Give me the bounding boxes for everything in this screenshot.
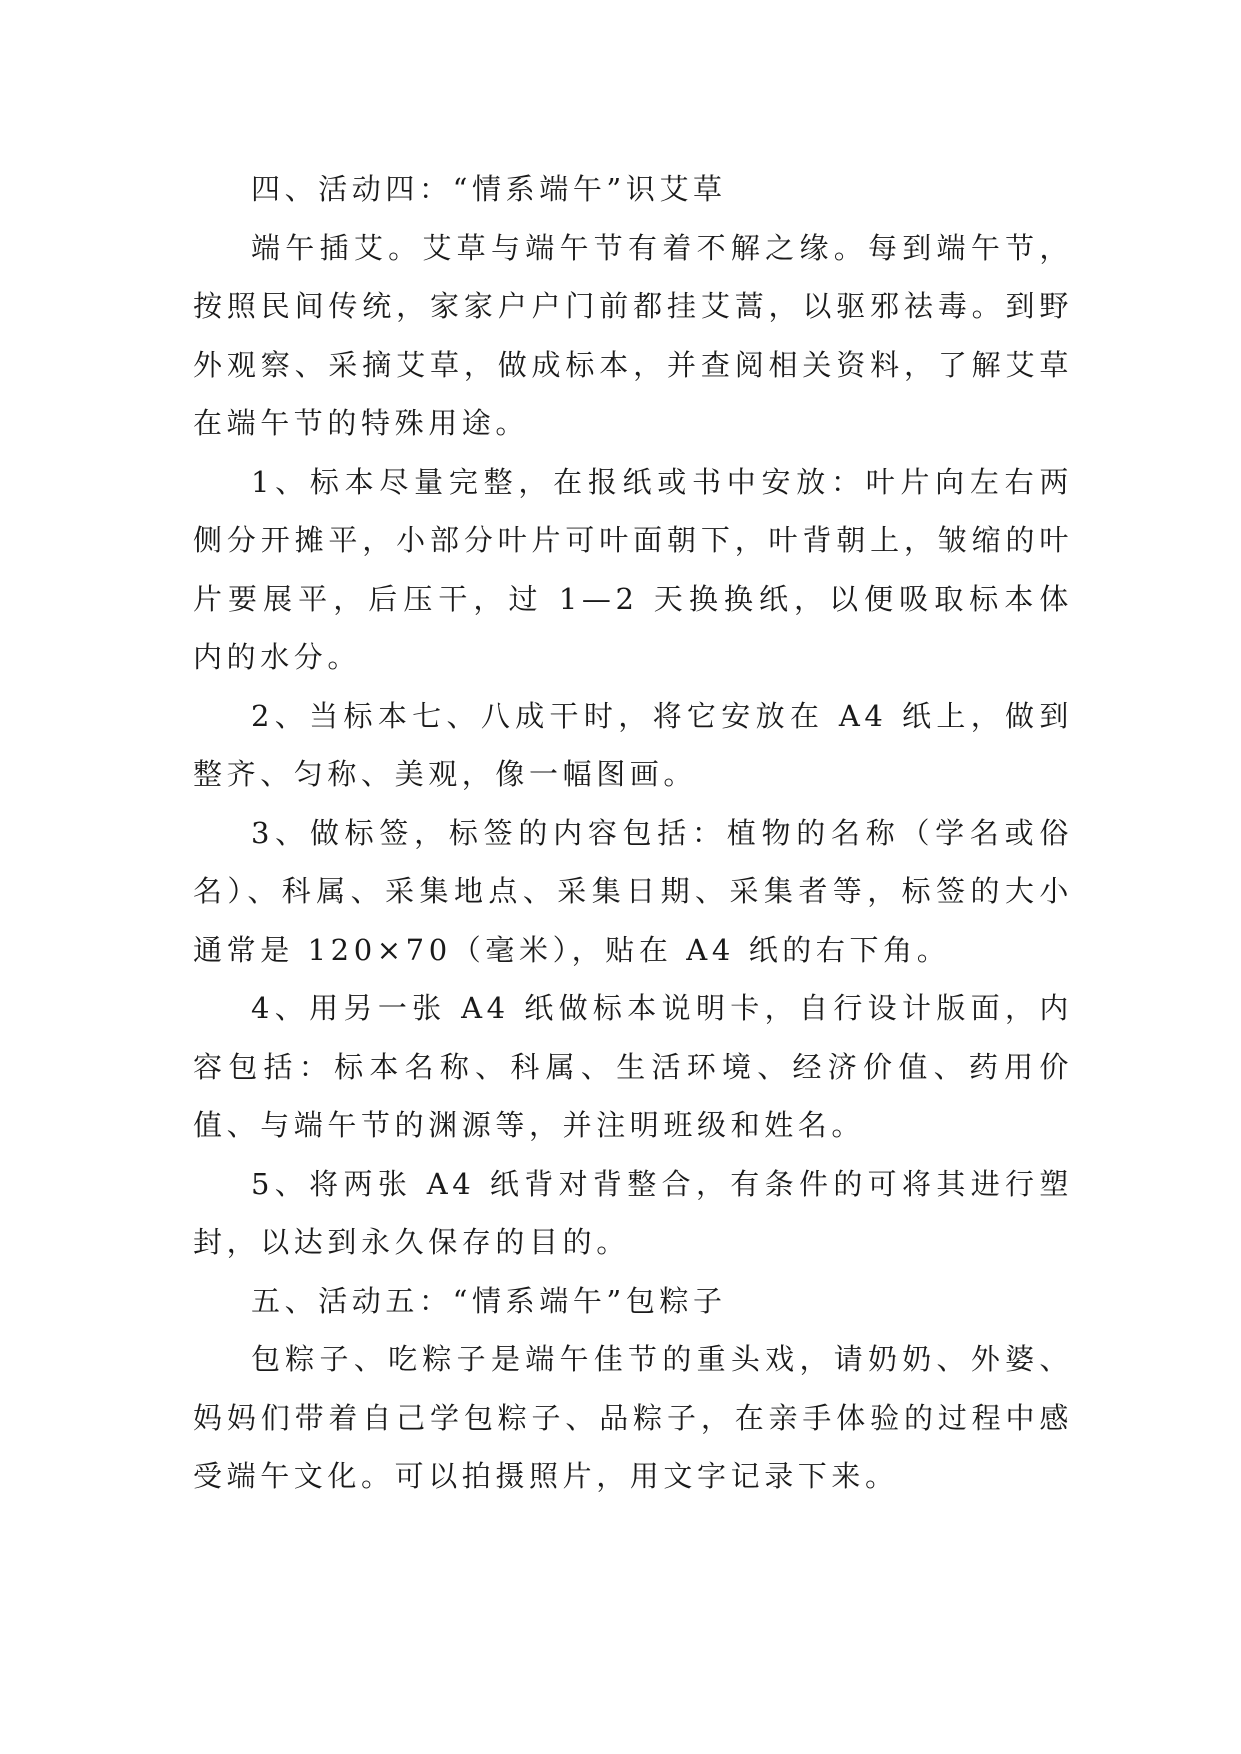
section-heading-activity-5: 五、活动五：“情系端午”包粽子 [251,1283,727,1318]
list-item-5: 5、将两张 A4 纸背对背整合，有条件的可将其进行塑封，以达到永久保存的目的。 [193,1166,1073,1259]
section-heading-activity-4: 四、活动四：“情系端午”识艾草 [251,172,727,206]
document-body [193,160,1073,1506]
list-item-1: 1、标本尽量完整，在报纸或书中安放：叶片向左右两侧分开摊平，小部分叶片可叶面朝下，叶背朝上，皱缩的叶片要展平，后压干，过 1—2 天换换纸，以便吸取标本体内的水分。 [193,464,1073,674]
paragraph-intro-mugwort: 端午插艾。艾草与端午节有着不解之缘。每到端午节，按照民间传统，家家户户门前都挂艾蒿，以驱邪祛毒。到野外观察、采摘艾草，做成标本，并查阅相关资料，了解艾草在端午节的特殊用途。 [193,230,1073,440]
list-item-3: 3、做标签，标签的内容包括：植物的名称（学名或俗名）、科属、采集地点、采集日期、采集者等，标签的大小通常是 120×70（毫米），贴在 A4 纸的右下角。 [193,815,1073,967]
paragraph-zongzi: 包粽子、吃粽子是端午佳节的重头戏，请奶奶、外婆、妈妈们带着自己学包粽子、品粽子，在亲手体验的过程中感受端午文化。可以拍摄照片，用文字记录下来。 [193,1342,1073,1493]
list-item-4: 4、用另一张 A4 纸做标本说明卡，自行设计版面，内容包括：标本名称、科属、生活环境、经济价值、药用价值、与端午节的渊源等，并注明班级和姓名。 [193,991,1073,1142]
list-item-2: 2、当标本七、八成干时，将它安放在 A4 纸上，做到整齐、匀称、美观，像一幅图画。 [193,698,1073,791]
